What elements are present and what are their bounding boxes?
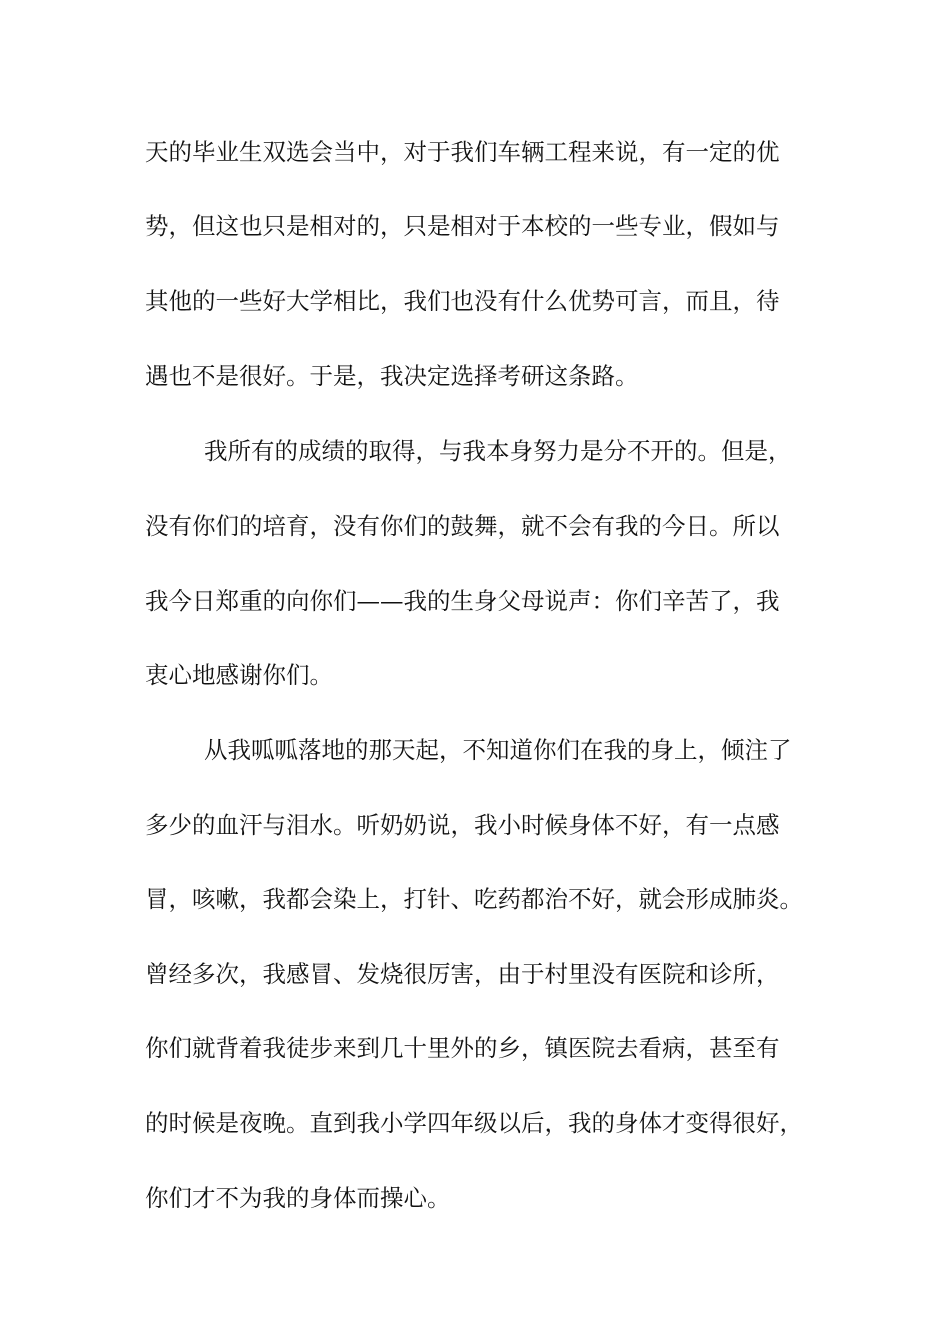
text-line: 天的毕业生双选会当中，对于我们车辆工程来说，有一定的优 xyxy=(145,138,780,166)
paragraph-first-line: 从我呱呱落地的那天起，不知道你们在我的身上，倾注了 xyxy=(204,736,792,764)
text-line: 的时候是夜晚。直到我小学四年级以后，我的身体才变得很好， xyxy=(145,1109,803,1137)
text-line: 其他的一些好大学相比，我们也没有什么优势可言，而且，待 xyxy=(145,287,780,315)
text-line: 我今日郑重的向你们——我的生身父母说声：你们辛苦了，我 xyxy=(145,587,780,615)
text-line: 遇也不是很好。于是，我决定选择考研这条路。 xyxy=(145,362,639,390)
text-line: 没有你们的培育，没有你们的鼓舞，就不会有我的今日。所以 xyxy=(145,512,780,540)
text-line: 多少的血汗与泪水。听奶奶说，我小时候身体不好，有一点感 xyxy=(145,811,780,839)
text-line: 你们就背着我徒步来到几十里外的乡，镇医院去看病，甚至有 xyxy=(145,1034,780,1062)
paragraph-first-line: 我所有的成绩的取得，与我本身努力是分不开的。但是， xyxy=(204,437,792,465)
text-line: 曾经多次，我感冒、发烧很厉害，由于村里没有医院和诊所， xyxy=(145,960,780,988)
text-line: 势，但这也只是相对的，只是相对于本校的一些专业，假如与 xyxy=(145,212,780,240)
text-line: 衷心地感谢你们。 xyxy=(145,661,333,689)
text-line: 冒，咳嗽，我都会染上，打针、吃药都治不好，就会形成肺炎。 xyxy=(145,885,803,913)
text-line: 你们才不为我的身体而操心。 xyxy=(145,1184,451,1212)
